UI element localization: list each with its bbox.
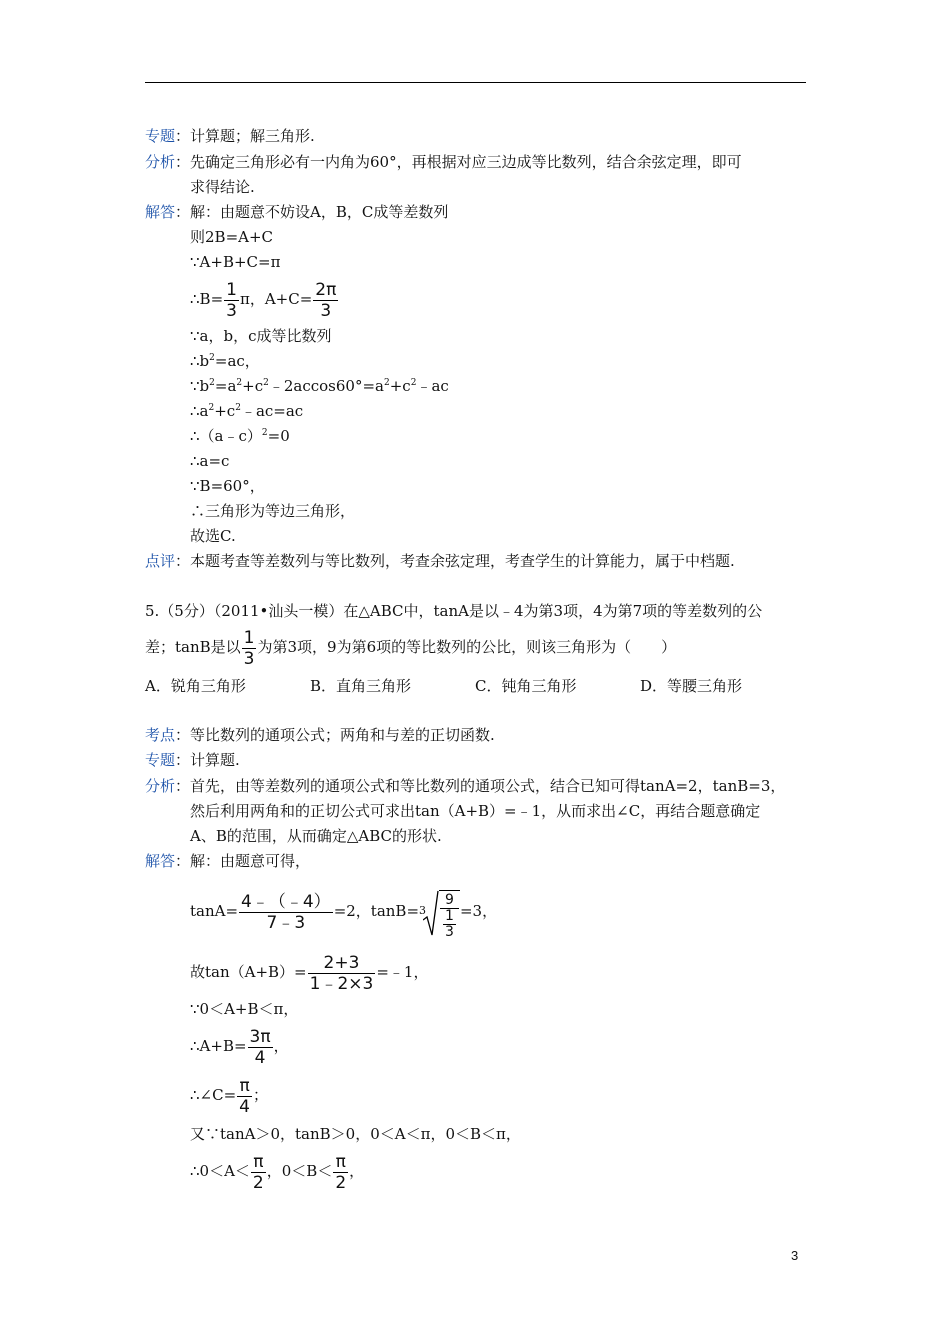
text: =3， xyxy=(459,902,498,920)
fenxi-tag: 分析 xyxy=(145,153,176,171)
numerator: 1 xyxy=(243,627,255,648)
denominator: 4 xyxy=(248,1047,273,1068)
jieda-text: ：解：由题意不妨设A，B，C成等差数列 xyxy=(175,203,449,221)
text: ，0＜B＜ xyxy=(266,1162,333,1180)
text: ﹣ac xyxy=(416,377,449,395)
text: ； xyxy=(253,1086,269,1104)
numerator: 2π xyxy=(315,279,337,300)
denominator: 3 xyxy=(226,300,237,321)
text: ∴a xyxy=(190,402,209,420)
fraction xyxy=(333,1152,348,1193)
step-line xyxy=(190,351,260,371)
step-line-tan-values xyxy=(190,888,498,940)
step-line: 则2B=A+C xyxy=(190,228,274,246)
step-line xyxy=(190,426,290,446)
text: 为第3项，9为第6项的等比数列的公比，则该三角形为（ ） xyxy=(257,638,677,656)
fenxi-line-3: A、B的范围，从而确定△ABC的形状. xyxy=(190,827,442,845)
superscript: 2 xyxy=(209,378,215,388)
zhuanti-line xyxy=(145,126,315,146)
cube-root xyxy=(419,890,460,940)
denominator: 3 xyxy=(313,300,338,321)
text: π，A+C= xyxy=(239,290,313,308)
text: =ac， xyxy=(214,352,260,370)
text: ﹣ac=ac xyxy=(240,402,304,420)
numerator: π xyxy=(239,1075,250,1096)
superscript: 2 xyxy=(236,378,243,388)
superscript: 2 xyxy=(410,378,417,388)
step-line xyxy=(190,376,449,396)
dianping-tag: 点评 xyxy=(145,552,176,570)
kaodian-tag: 考点 xyxy=(145,726,176,744)
step-line xyxy=(190,401,303,421)
denominator: 3 xyxy=(243,648,255,669)
fraction xyxy=(224,280,239,321)
option-c: C．钝角三角形 xyxy=(475,677,577,695)
step-line-fraction xyxy=(190,1151,364,1193)
step-line-fraction xyxy=(190,1075,268,1117)
text: 差；tanB是以 xyxy=(145,638,241,656)
option-b: B．直角三角形 xyxy=(310,677,412,695)
fenxi-line xyxy=(145,776,785,796)
fenxi-line-2: 求得结论. xyxy=(190,178,255,196)
step-line: ∵a，b，c成等比数列 xyxy=(190,327,332,345)
step-line: 故选C. xyxy=(190,527,236,545)
text: ∴0＜A＜ xyxy=(190,1162,250,1180)
fraction xyxy=(237,1076,252,1117)
kaodian-text: ：等比数列的通项公式；两角和与差的正切函数. xyxy=(175,726,495,744)
text: ， xyxy=(349,1162,365,1180)
text: ∴（a﹣c） xyxy=(190,427,262,445)
fenxi-tag: 分析 xyxy=(145,777,176,795)
denominator: 1﹣2×3 xyxy=(309,973,374,994)
zhuanti-tag: 专题 xyxy=(145,127,176,145)
superscript: 2 xyxy=(261,428,268,438)
dianping-text: ：本题考查等差数列与等比数列，考查余弦定理，考查学生的计算能力，属于中档题. xyxy=(175,552,735,570)
denominator: 2 xyxy=(335,1172,347,1193)
denominator: 3 xyxy=(445,923,454,940)
step-line: ∴三角形为等边三角形， xyxy=(190,502,356,520)
superscript: 2 xyxy=(263,378,269,388)
fraction xyxy=(313,280,338,321)
superscript: 2 xyxy=(208,403,215,413)
fraction xyxy=(440,893,459,940)
fraction xyxy=(242,628,257,669)
radicand xyxy=(439,890,460,940)
text: tanA= xyxy=(190,902,239,920)
zhuanti-tag: 专题 xyxy=(145,751,176,769)
text: ∴B= xyxy=(190,290,224,308)
fraction xyxy=(308,953,376,994)
text: +c xyxy=(214,402,236,420)
step-line: ∵0＜A+B＜π， xyxy=(190,1000,299,1018)
jieda-text: ：解：由题意可得， xyxy=(175,852,311,870)
text: ﹣2accos60°=a xyxy=(268,377,384,395)
option-d: D．等腰三角形 xyxy=(640,677,743,695)
radical-sign-icon xyxy=(423,890,439,936)
fenxi-text: ：首先，由等差数列的通项公式和等比数列的通项公式，结合已知可得tanA=2，tanB=3， xyxy=(175,777,786,795)
superscript: 2 xyxy=(235,403,241,413)
fenxi-text: ：先确定三角形必有一内角为60°，再根据对应三边成等比数列，结合余弦定理，即可 xyxy=(175,153,742,171)
fraction xyxy=(251,1152,266,1193)
options-row xyxy=(145,676,805,696)
numerator: π xyxy=(335,1151,346,1172)
fraction xyxy=(248,1027,273,1068)
denominator: 2 xyxy=(252,1172,264,1193)
superscript: 2 xyxy=(209,353,215,363)
jieda-line xyxy=(145,202,448,222)
text: ∴A+B= xyxy=(190,1037,247,1055)
option-a: A．锐角三角形 xyxy=(145,677,246,695)
question-stem: 5.（5分）（2011•汕头一模）在△ABC中，tanA是以﹣4为第3项，4为第7项的等差数列的公 xyxy=(145,602,763,620)
numerator: 2+3 xyxy=(323,952,360,973)
step-line-fraction xyxy=(190,279,339,321)
page-number: 3 xyxy=(791,1248,799,1263)
zhuanti-text: ：计算题；解三角形. xyxy=(175,127,315,145)
fraction xyxy=(443,909,456,940)
dianping-line xyxy=(145,551,735,571)
text: =2，tanB= xyxy=(333,902,420,920)
jieda-line xyxy=(145,851,310,871)
denominator xyxy=(440,908,459,940)
numerator: 4﹣（﹣4） xyxy=(241,891,331,912)
denominator: 4 xyxy=(239,1096,250,1117)
text: ， xyxy=(273,1037,289,1055)
kaodian-line xyxy=(145,725,495,745)
step-line-tan-sum xyxy=(190,951,428,994)
text: 故tan（A+B）= xyxy=(190,963,307,981)
zhuanti-text: ：计算题. xyxy=(175,751,240,769)
denominator: 7﹣3 xyxy=(239,912,333,933)
step-line: ∵A+B+C=π xyxy=(190,253,281,271)
text: +c xyxy=(389,377,411,395)
step-line: 又∵tanA＞0，tanB＞0，0＜A＜π，0＜B＜π， xyxy=(190,1125,521,1143)
text: =0 xyxy=(267,427,290,445)
step-line: ∴a=c xyxy=(190,452,230,470)
zhuanti-line xyxy=(145,750,240,770)
header-rule xyxy=(145,82,806,83)
step-line: ∵B=60°， xyxy=(190,477,265,495)
fraction xyxy=(239,892,333,933)
text: ∵b xyxy=(190,377,210,395)
root-index: 3 xyxy=(419,904,427,917)
question-stem-2 xyxy=(145,627,676,669)
step-line-fraction xyxy=(190,1026,289,1068)
numerator: π xyxy=(253,1151,264,1172)
fenxi-line xyxy=(145,152,742,172)
jieda-tag: 解答 xyxy=(145,852,176,870)
numerator: 1 xyxy=(226,279,237,300)
jieda-tag: 解答 xyxy=(145,203,176,221)
superscript: 2 xyxy=(383,378,390,388)
numerator: 9 xyxy=(445,891,454,908)
text: ∴b xyxy=(190,352,210,370)
numerator: 1 xyxy=(445,907,454,924)
fenxi-line-2: 然后利用两角和的正切公式可求出tan（A+B）=﹣1，从而求出∠C，再结合题意确定 xyxy=(190,802,761,820)
text: =﹣1， xyxy=(376,963,429,981)
numerator: 3π xyxy=(249,1026,271,1047)
text: +c xyxy=(242,377,264,395)
text: ∴∠C= xyxy=(190,1086,237,1104)
text: =a xyxy=(214,377,237,395)
